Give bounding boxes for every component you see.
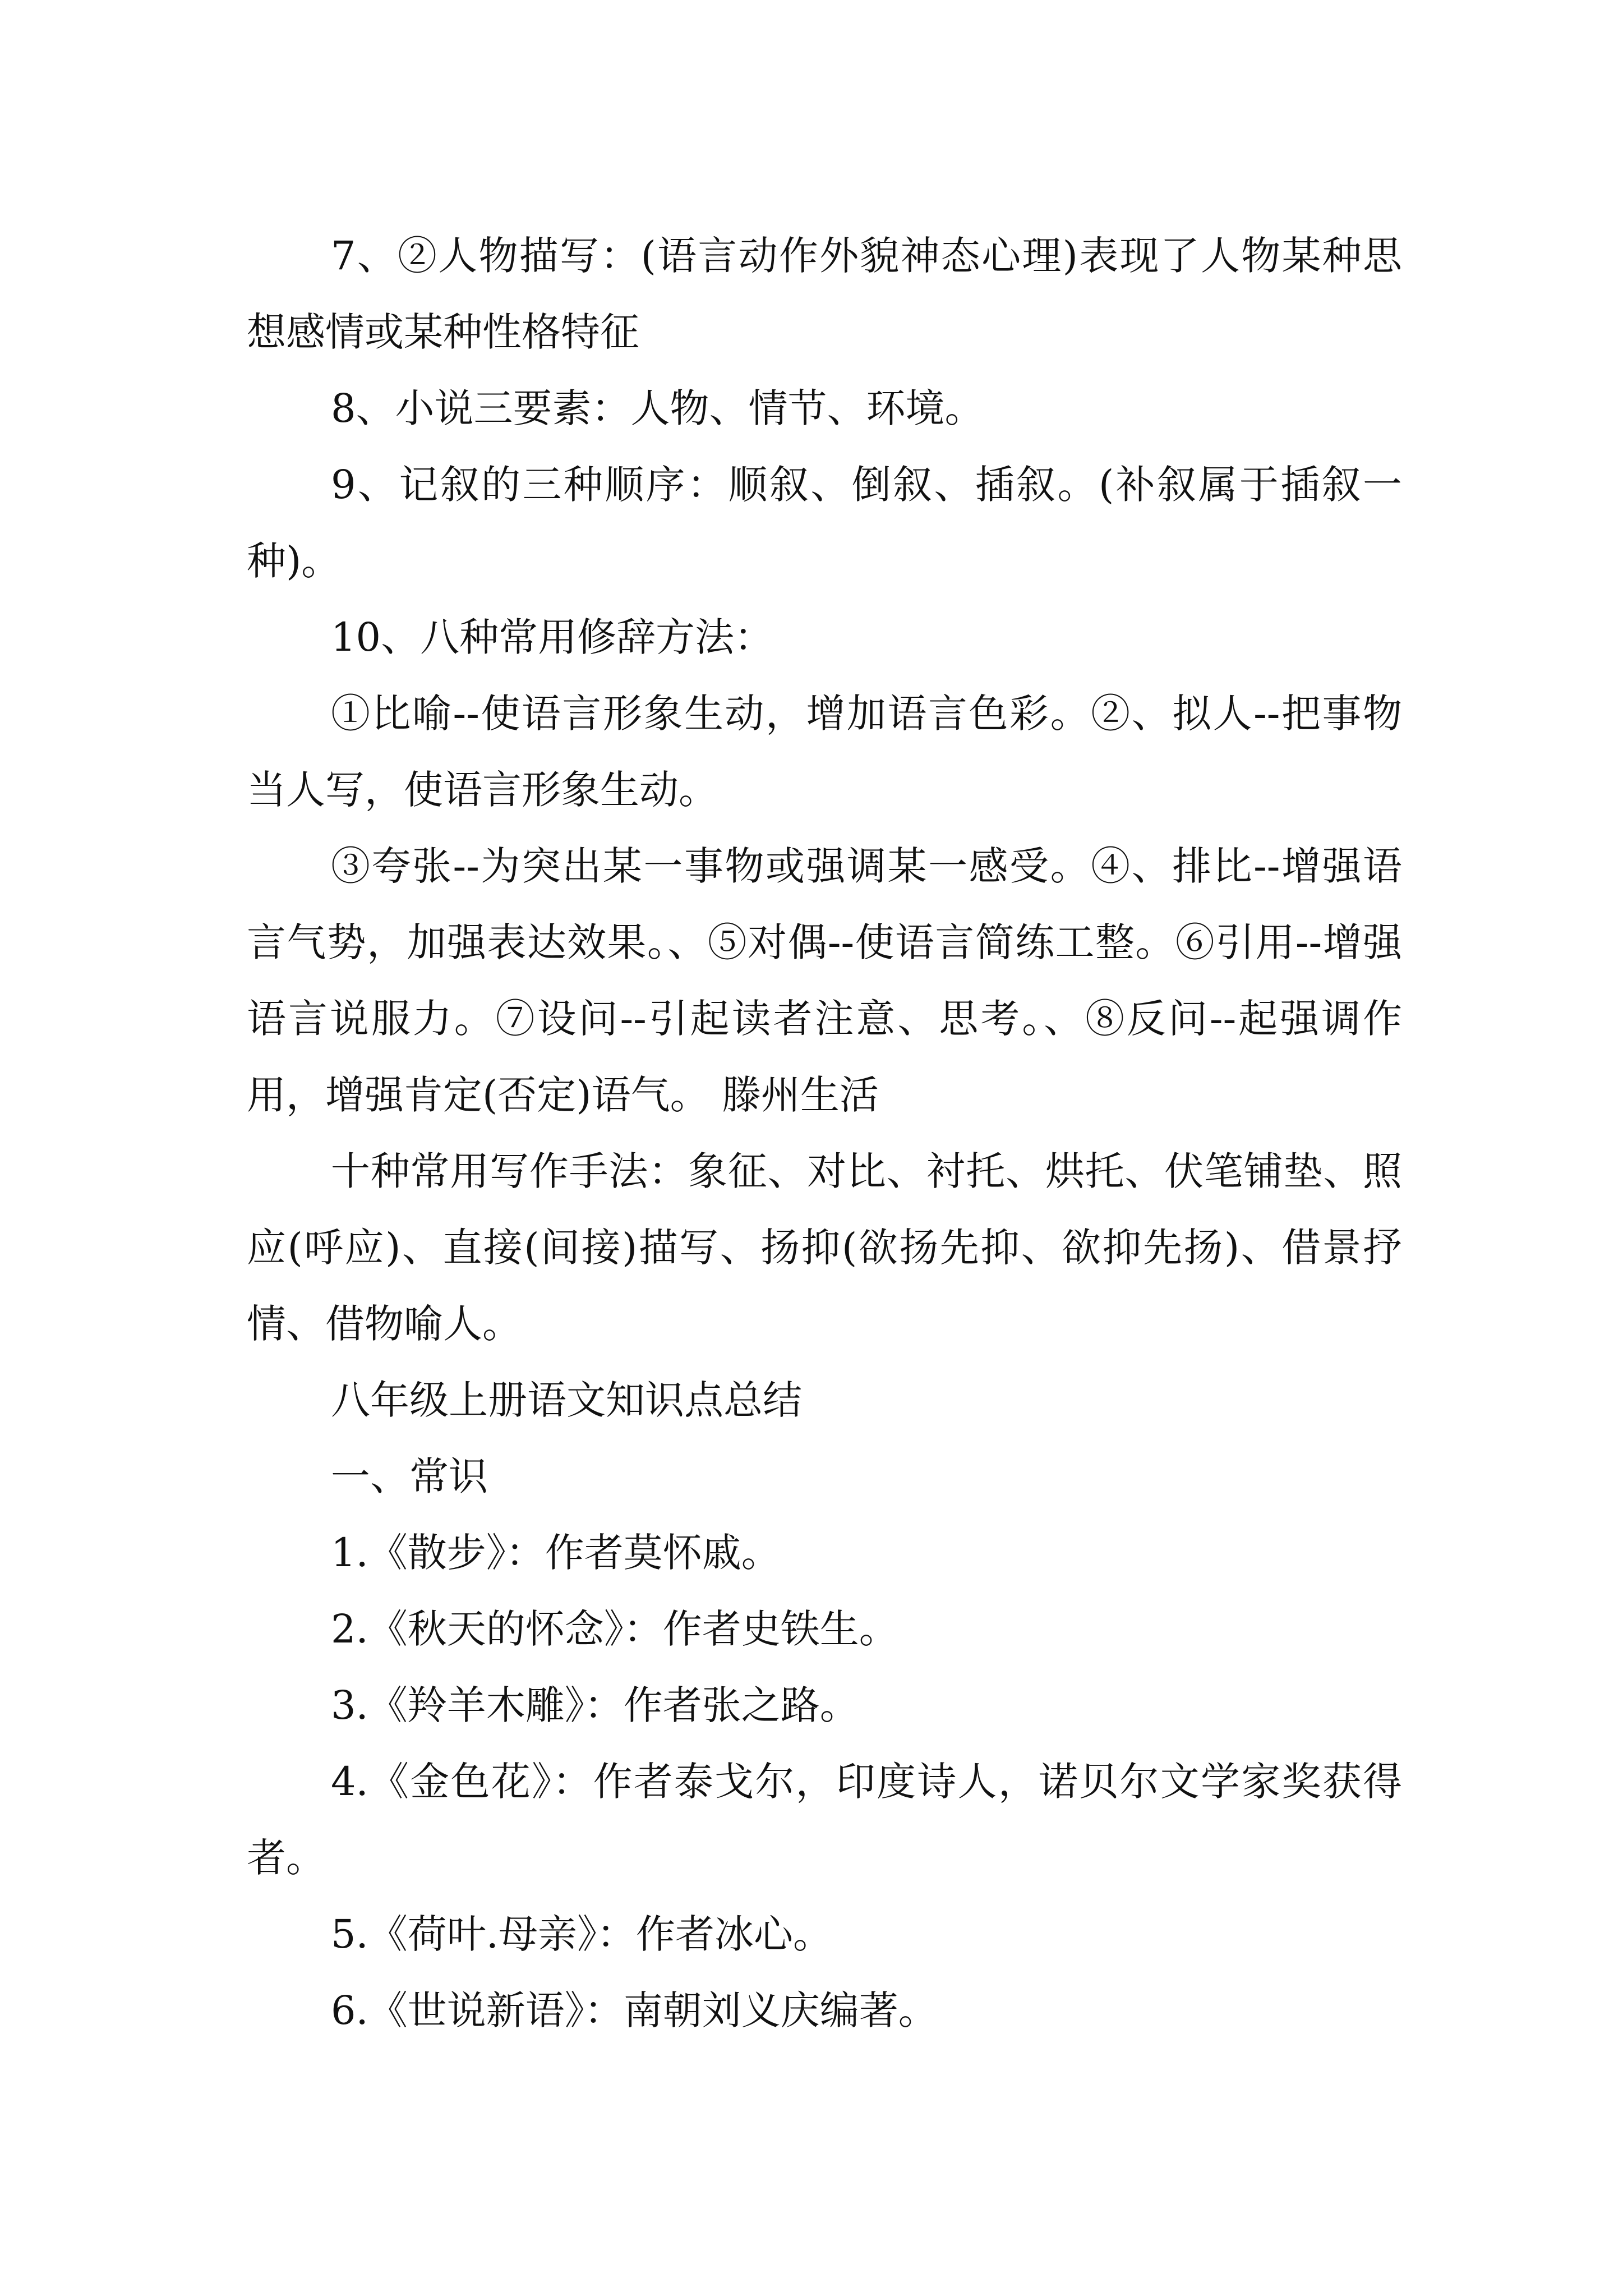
paragraph-rhetoric-metaphor: ①比喻--使语言形象生动，增加语言色彩。②、拟人--把事物当人写，使语言形象生动。 [247, 691, 1402, 813]
list-item-1: 1.《散步》：作者莫怀戚。 [331, 1530, 781, 1576]
list-item-6: 6.《世说新语》：南朝刘义庆编著。 [331, 1987, 938, 2033]
list-item-2: 2.《秋天的怀念》：作者史铁生。 [331, 1606, 898, 1652]
paragraph-section-title: 八年级上册语文知识点总结 [331, 1377, 802, 1423]
paragraph-narrative-order: 9、记叙的三种顺序：顺叙、倒叙、插叙。(补叙属于插叙一种)。 [247, 462, 1402, 584]
paragraph-rhetoric-others: ③夸张--为突出某一事物或强调某一感受。④、排比--增强语言气势，加强表达效果。、⑤对偶--使语言简练工整。⑥引用--增强语言说服力。⑦设问--引起读者注意、思考。、⑧反问--起强调作用，增强肯定(否定)语气。 滕州生活 [247, 843, 1402, 1118]
paragraph-character-description: 7、②人物描写：(语言动作外貌神态心理)表现了人物某种思想感情或某种性格特征 [247, 233, 1402, 355]
list-item-3: 3.《羚羊木雕》：作者张之路。 [331, 1682, 859, 1728]
list-item-4: 4.《金色花》：作者泰戈尔，印度诗人，诺贝尔文学家奖获得者。 [247, 1759, 1402, 1881]
list-item-5: 5.《荷叶.母亲》：作者冰心。 [331, 1911, 833, 1957]
paragraph-rhetoric-heading: 10、八种常用修辞方法： [331, 614, 774, 660]
paragraph-common-knowledge-heading: 一、常识 [331, 1453, 488, 1499]
paragraph-novel-elements: 8、小说三要素：人物、情节、环境。 [331, 385, 984, 431]
paragraph-writing-techniques: 十种常用写作手法：象征、对比、衬托、烘托、伏笔铺垫、照应(呼应)、直接(间接)描写、扬抑(欲扬先抑、欲抑先扬)、借景抒情、借物喻人。 [247, 1148, 1402, 1347]
document-body [247, 218, 1402, 2049]
